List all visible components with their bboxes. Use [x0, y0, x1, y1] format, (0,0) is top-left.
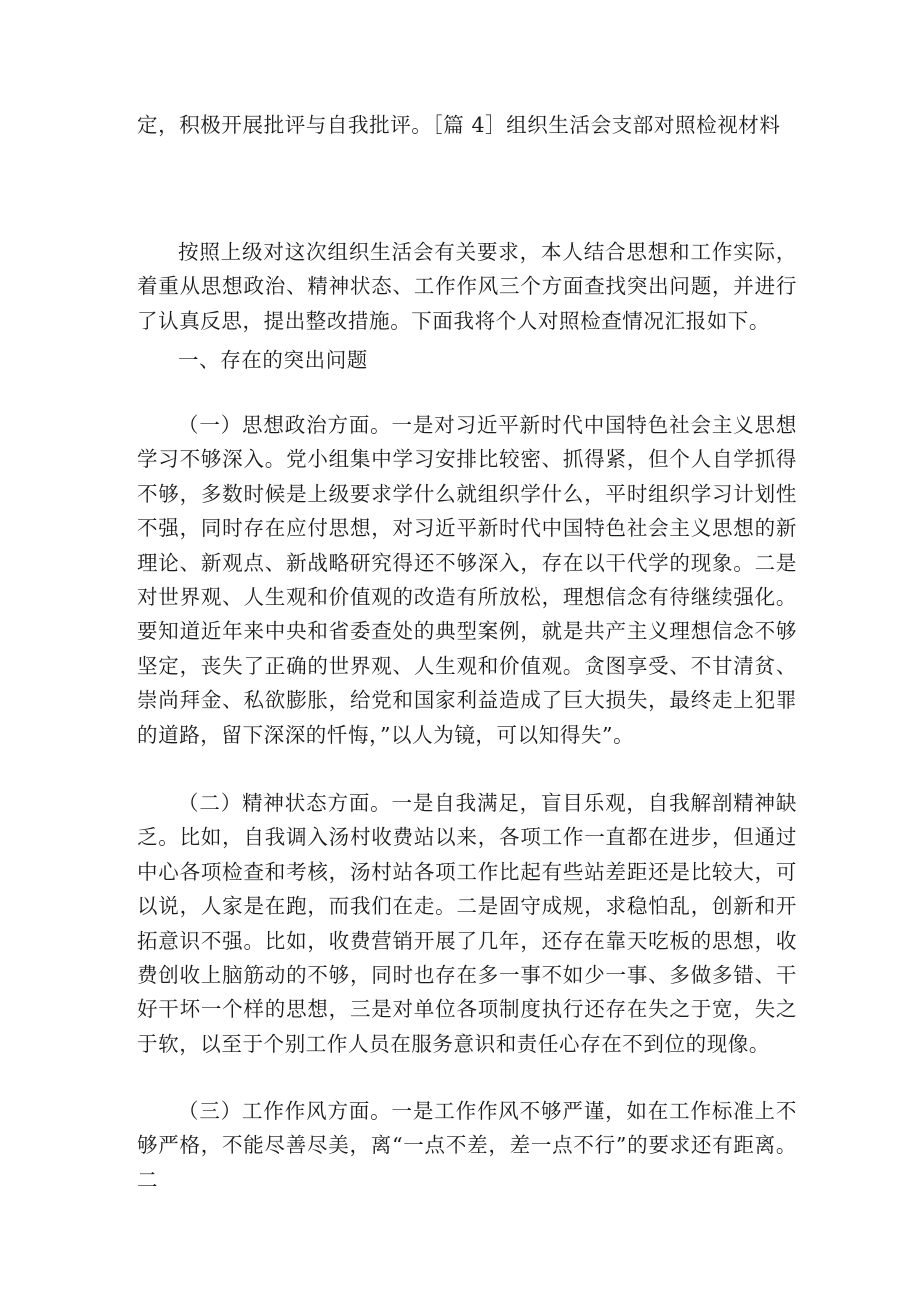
continued-text-line: 定，积极开展批评与自我批评。［篇 4］组织生活会支部对照检视材料 — [137, 113, 781, 137]
intro-paragraph: 按照上级对这次组织生活会有关要求，本人结合思想和工作实际，着重从思想政治、精神状态、工作作风三个方面查找突出问题，并进行了认真反思，提出整改措施。下面我将个人对照检查情况汇报如下。 — [137, 240, 797, 333]
section-heading: 一、存在的突出问题 — [178, 348, 368, 372]
paragraph-spirit: （二）精神状态方面。一是自我满足，盲目乐观，自我解剖精神缺乏。比如，自我调入汤村收费站以来，各项工作一直都在进步，但通过中心各项检查和考核，汤村站各项工作比起有些站差距还是比较大，可以说，人家是在跑，而我们在走。二是固守成规，求稳怕乱，创新和开拓意识不强。比如，收费营销开展了几年，还存在靠天吃板的思想，收费创收上脑筋动的不够，同时也存在多一事不如少一事、多做多错、干好干坏一个样的思想，三是对单位各项制度执行还存在失之于宽，失之于软，以至于个别工作人员在服务意识和责任心存在不到位的现像。 — [137, 791, 797, 1056]
paragraph-work-style: （三）工作作风方面。一是工作作风不够严谨，如在工作标准上不够严格，不能尽善尽美，离“一点不差，差一点不行”的要求还有距离。二 — [137, 1099, 797, 1192]
paragraph-ideology: （一）思想政治方面。一是对习近平新时代中国特色社会主义思想学习不够深入。党小组集中学习安排比较密、抓得紧，但个人自学抓得不够，多数时候是上级要求学什么就组织学什么，平时组织学习计划性不强，同时存在应付思想，对习近平新时代中国特色社会主义思想的新理论、新观点、新战略研究得还不够深入，存在以干代学的现象。二是对世界观、人生观和价值观的改造有所放松，理想信念有待继续强化。要知道近年来中央和省委查处的典型案例，就是共产主义理想信念不够坚定，丧失了正确的世界观、人生观和价值观。贪图享受、不甘清贫、崇尚拜金、私欲膨胀，给党和国家利益造成了巨大损失，最终走上犯罪的道路，留下深深的忏悔，”以人为镜，可以知得失”。 — [137, 413, 797, 747]
